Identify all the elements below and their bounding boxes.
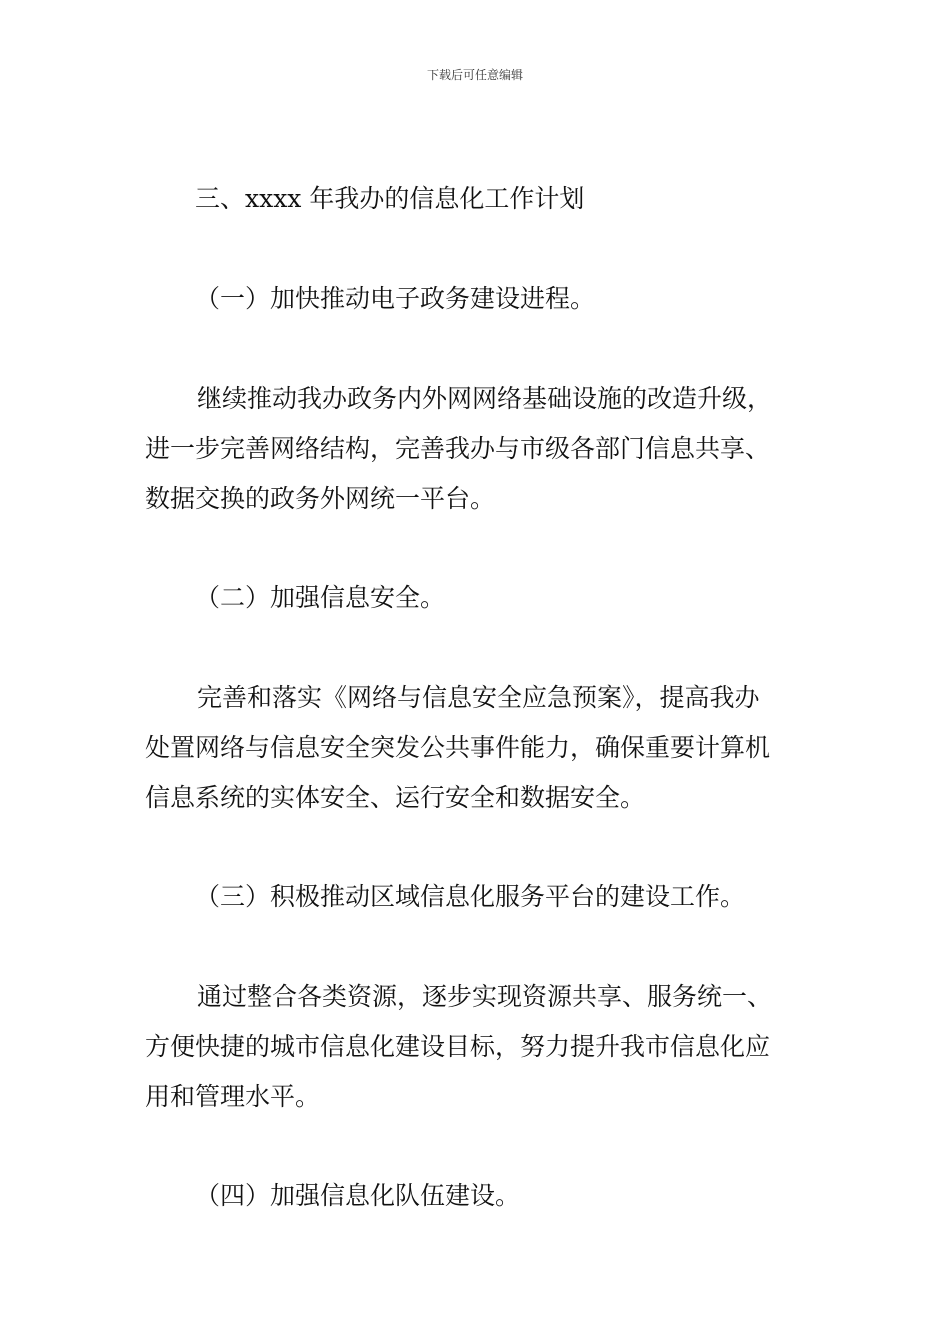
section-heading: 三、xxxx 年我办的信息化工作计划 <box>195 184 585 213</box>
paragraph-2-line-1: 完善和落实《网络与信息安全应急预案》，提高我办 <box>197 683 760 712</box>
header-note: 下载后可任意编辑 <box>426 68 523 82</box>
subsection-heading-3: （三）积极推动区域信息化服务平台的建设工作。 <box>195 882 746 911</box>
paragraph-3-line-1: 通过整合各类资源，逐步实现资源共享、服务统一、 <box>197 982 773 1011</box>
paragraph-1-line-3: 数据交换的政务外网统一平台。 <box>145 484 496 513</box>
subsection-heading-4: （四）加强信息化队伍建设。 <box>195 1181 521 1210</box>
subsection-heading-1: （一）加快推动电子政务建设进程。 <box>195 284 596 313</box>
paragraph-2-line-3: 信息系统的实体安全、运行安全和数据安全。 <box>145 783 646 812</box>
paragraph-3-line-3: 用和管理水平。 <box>145 1082 321 1111</box>
paragraph-3-line-2: 方便快捷的城市信息化建设目标，努力提升我市信息化应 <box>145 1032 771 1061</box>
subsection-heading-2: （二）加强信息安全。 <box>195 583 446 612</box>
paragraph-1-line-2: 进一步完善网络结构，完善我办与市级各部门信息共享、 <box>145 434 771 463</box>
paragraph-2-line-2: 处置网络与信息安全突发公共事件能力，确保重要计算机 <box>145 733 771 762</box>
paragraph-1-line-1: 继续推动我办政务内外网网络基础设施的改造升级， <box>197 384 773 413</box>
